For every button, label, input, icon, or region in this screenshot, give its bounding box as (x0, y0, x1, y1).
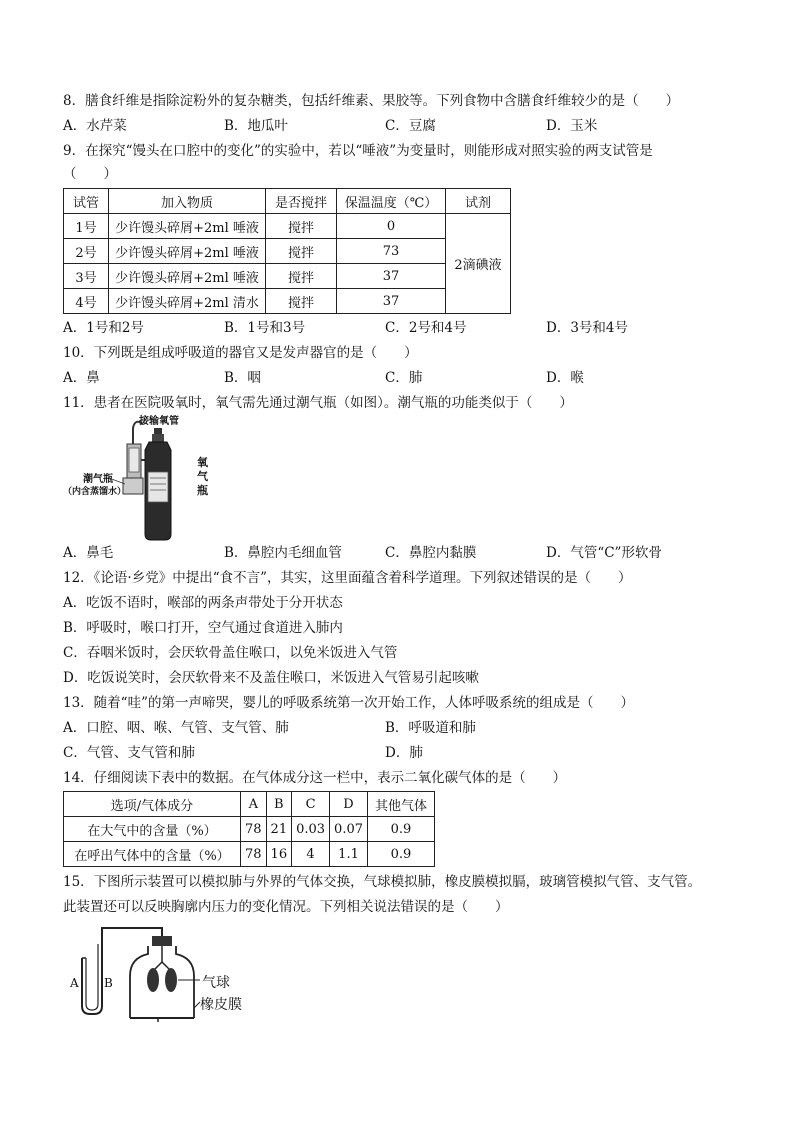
table-cell: 0.07 (330, 817, 368, 842)
figure-label-tube: 接输氧管 (139, 416, 179, 427)
table-row (64, 817, 435, 842)
table-cell: 在大气中的含量（%） (64, 817, 241, 842)
table-cell: 4号 (64, 289, 109, 314)
q9-stem: 9．在探究“馒头在口腔中的变化”的实验中，若以“唾液”为变量时，则能形成对照实验的两支试管是 (63, 143, 653, 159)
table-cell: 78 (241, 842, 267, 867)
q12-option-b: B．呼吸时，喉口打开，空气通过食道进入肺内 (63, 620, 343, 636)
table-row (64, 189, 511, 214)
q10-option-d: D．喉 (546, 370, 584, 386)
table-header: 试剂 (446, 189, 511, 214)
table-cell: 少许馒头碎屑+2ml 唾液 (109, 239, 266, 264)
table-cell: 少许馒头碎屑+2ml 唾液 (109, 264, 266, 289)
table-header: 其他气体 (368, 792, 435, 817)
q13-option-c: C．气管、支气管和肺 (63, 745, 195, 761)
q12-option-c: C．吞咽米饭时，会厌软骨盖住喉口，以免米饭进入气管 (63, 645, 398, 661)
table-cell: 少许馒头碎屑+2ml 清水 (109, 289, 266, 314)
table-header: 选项/气体成分 (64, 792, 241, 817)
table-cell: 21 (266, 817, 292, 842)
q9-option-a: A．1号和2号 (63, 320, 144, 336)
q10-option-c: C．肺 (385, 370, 423, 386)
q14-table (63, 791, 435, 867)
table-header: 加入物质 (109, 189, 266, 214)
table-row (64, 792, 435, 817)
q10-option-b: B．咽 (224, 370, 261, 386)
figure-label-humidifier-note: （内含蒸馏水） (63, 487, 127, 497)
table-row (64, 289, 511, 314)
figure-label-a: A (70, 976, 79, 990)
table-header: B (266, 792, 292, 817)
q9-option-c: C．2号和4号 (385, 320, 467, 336)
table-header: C (292, 792, 330, 817)
lung-model-figure (66, 918, 286, 1026)
q11-option-a: A．鼻毛 (63, 545, 114, 561)
q12-option-d: D．吃饭说笑时，会厌软骨来不及盖住喉口，米饭进入气管易引起咳嗽 (63, 670, 479, 686)
q13-stem: 13．随着“哇”的第一声啼哭，婴儿的呼吸系统第一次开始工作，人体呼吸系统的组成是（ ） (63, 695, 634, 711)
table-cell: 3号 (64, 264, 109, 289)
q12-option-a: A．吃饭不语时，喉部的两条声带处于分开状态 (63, 595, 343, 611)
figure-label-bottle (197, 456, 208, 498)
table-cell: 搅拌 (266, 214, 337, 239)
q11-stem: 11．患者在医院吸氧时，氧气需先通过潮气瓶（如图）。潮气瓶的功能类似于（ ） (63, 395, 573, 411)
q8-stem: 8．膳食纤维是指除淀粉外的复杂糖类，包括纤维素、果胶等。下列食物中含膳食纤维较少的是（ ） (63, 93, 680, 109)
figure-label-membrane: 橡皮膜 (200, 997, 242, 1013)
figure-label-bottle-char: 气 (197, 470, 208, 483)
table-row (64, 214, 511, 239)
table-cell: 0.9 (368, 817, 435, 842)
table-header: 是否搅拌 (266, 189, 337, 214)
table-cell: 4 (292, 842, 330, 867)
figure-label-b: B (104, 976, 113, 990)
q9-stem-paren: （ ） (63, 166, 117, 182)
q15-stem-line2: 此装置还可以反映胸廓内压力的变化情况。下列相关说法错误的是（ ） (63, 899, 509, 915)
lung-model-illustration (66, 918, 286, 1026)
q12-stem: 12．《论语·乡党》中提出“食不言”，其实，这里面蕴含着科学道理。下列叙述错误的是（ ） (63, 570, 632, 586)
q10-option-a: A．鼻 (63, 370, 100, 386)
q8-option-c: C．豆腐 (385, 118, 436, 134)
q11-option-b: B．鼻腔内毛细血管 (224, 545, 342, 561)
table-row (64, 264, 511, 289)
table-cell: 1号 (64, 214, 109, 239)
q14-stem: 14．仔细阅读下表中的数据。在气体成分这一栏中，表示二氧化碳气体的是（ ） (63, 770, 567, 786)
q13-option-d: D．肺 (385, 745, 423, 761)
figure-label-bottle-char: 瓶 (197, 484, 208, 497)
table-cell: 搅拌 (266, 289, 337, 314)
table-header: A (241, 792, 267, 817)
q13-option-b: B．呼吸道和肺 (385, 720, 476, 736)
table-cell: 73 (337, 239, 446, 264)
table-header: D (330, 792, 368, 817)
table-cell: 0.03 (292, 817, 330, 842)
table-cell: 2号 (64, 239, 109, 264)
q11-option-c: C．鼻腔内黏膜 (385, 545, 477, 561)
q8-option-b: B．地瓜叶 (224, 118, 288, 134)
table-row (64, 842, 435, 867)
figure-label-balloon: 气球 (202, 975, 230, 991)
table-cell: 37 (337, 264, 446, 289)
table-cell: 0 (337, 214, 446, 239)
q13-option-a: A．口腔、咽、喉、气管、支气管、肺 (63, 720, 289, 736)
table-header: 试管 (64, 189, 109, 214)
q10-stem: 10．下列既是组成呼吸道的器官又是发声器官的是（ ） (63, 345, 418, 361)
table-cell: 0.9 (368, 842, 435, 867)
table-cell: 78 (241, 817, 267, 842)
table-cell: 1.1 (330, 842, 368, 867)
table-cell: 在呼出气体中的含量（%） (64, 842, 241, 867)
figure-label-humidifier: 潮气瓶 (83, 474, 113, 485)
q8-option-d: D．玉米 (546, 118, 598, 134)
table-cell: 37 (337, 289, 446, 314)
table-cell: 16 (266, 842, 292, 867)
table-cell: 搅拌 (266, 239, 337, 264)
q8-option-a: A．水芹菜 (63, 118, 127, 134)
q11-option-d: D．气管“C”形软骨 (546, 545, 662, 561)
table-cell: 少许馒头碎屑+2ml 唾液 (109, 214, 266, 239)
q9-table (63, 188, 511, 314)
q15-stem-line1: 15．下图所示装置可以模拟肺与外界的气体交换，气球模拟肺，橡皮膜模拟膈，玻璃管模拟气管、支气管。 (63, 874, 702, 890)
q9-option-b: B．1号和3号 (224, 320, 306, 336)
table-row (64, 239, 511, 264)
table-header: 保温温度（℃） (337, 189, 446, 214)
oxygen-humidifier-figure (63, 414, 223, 542)
table-cell: 搅拌 (266, 264, 337, 289)
q9-option-d: D．3号和4号 (546, 320, 629, 336)
reagent-cell: 2滴碘液 (446, 214, 511, 314)
figure-label-bottle-char: 氧 (197, 456, 208, 469)
